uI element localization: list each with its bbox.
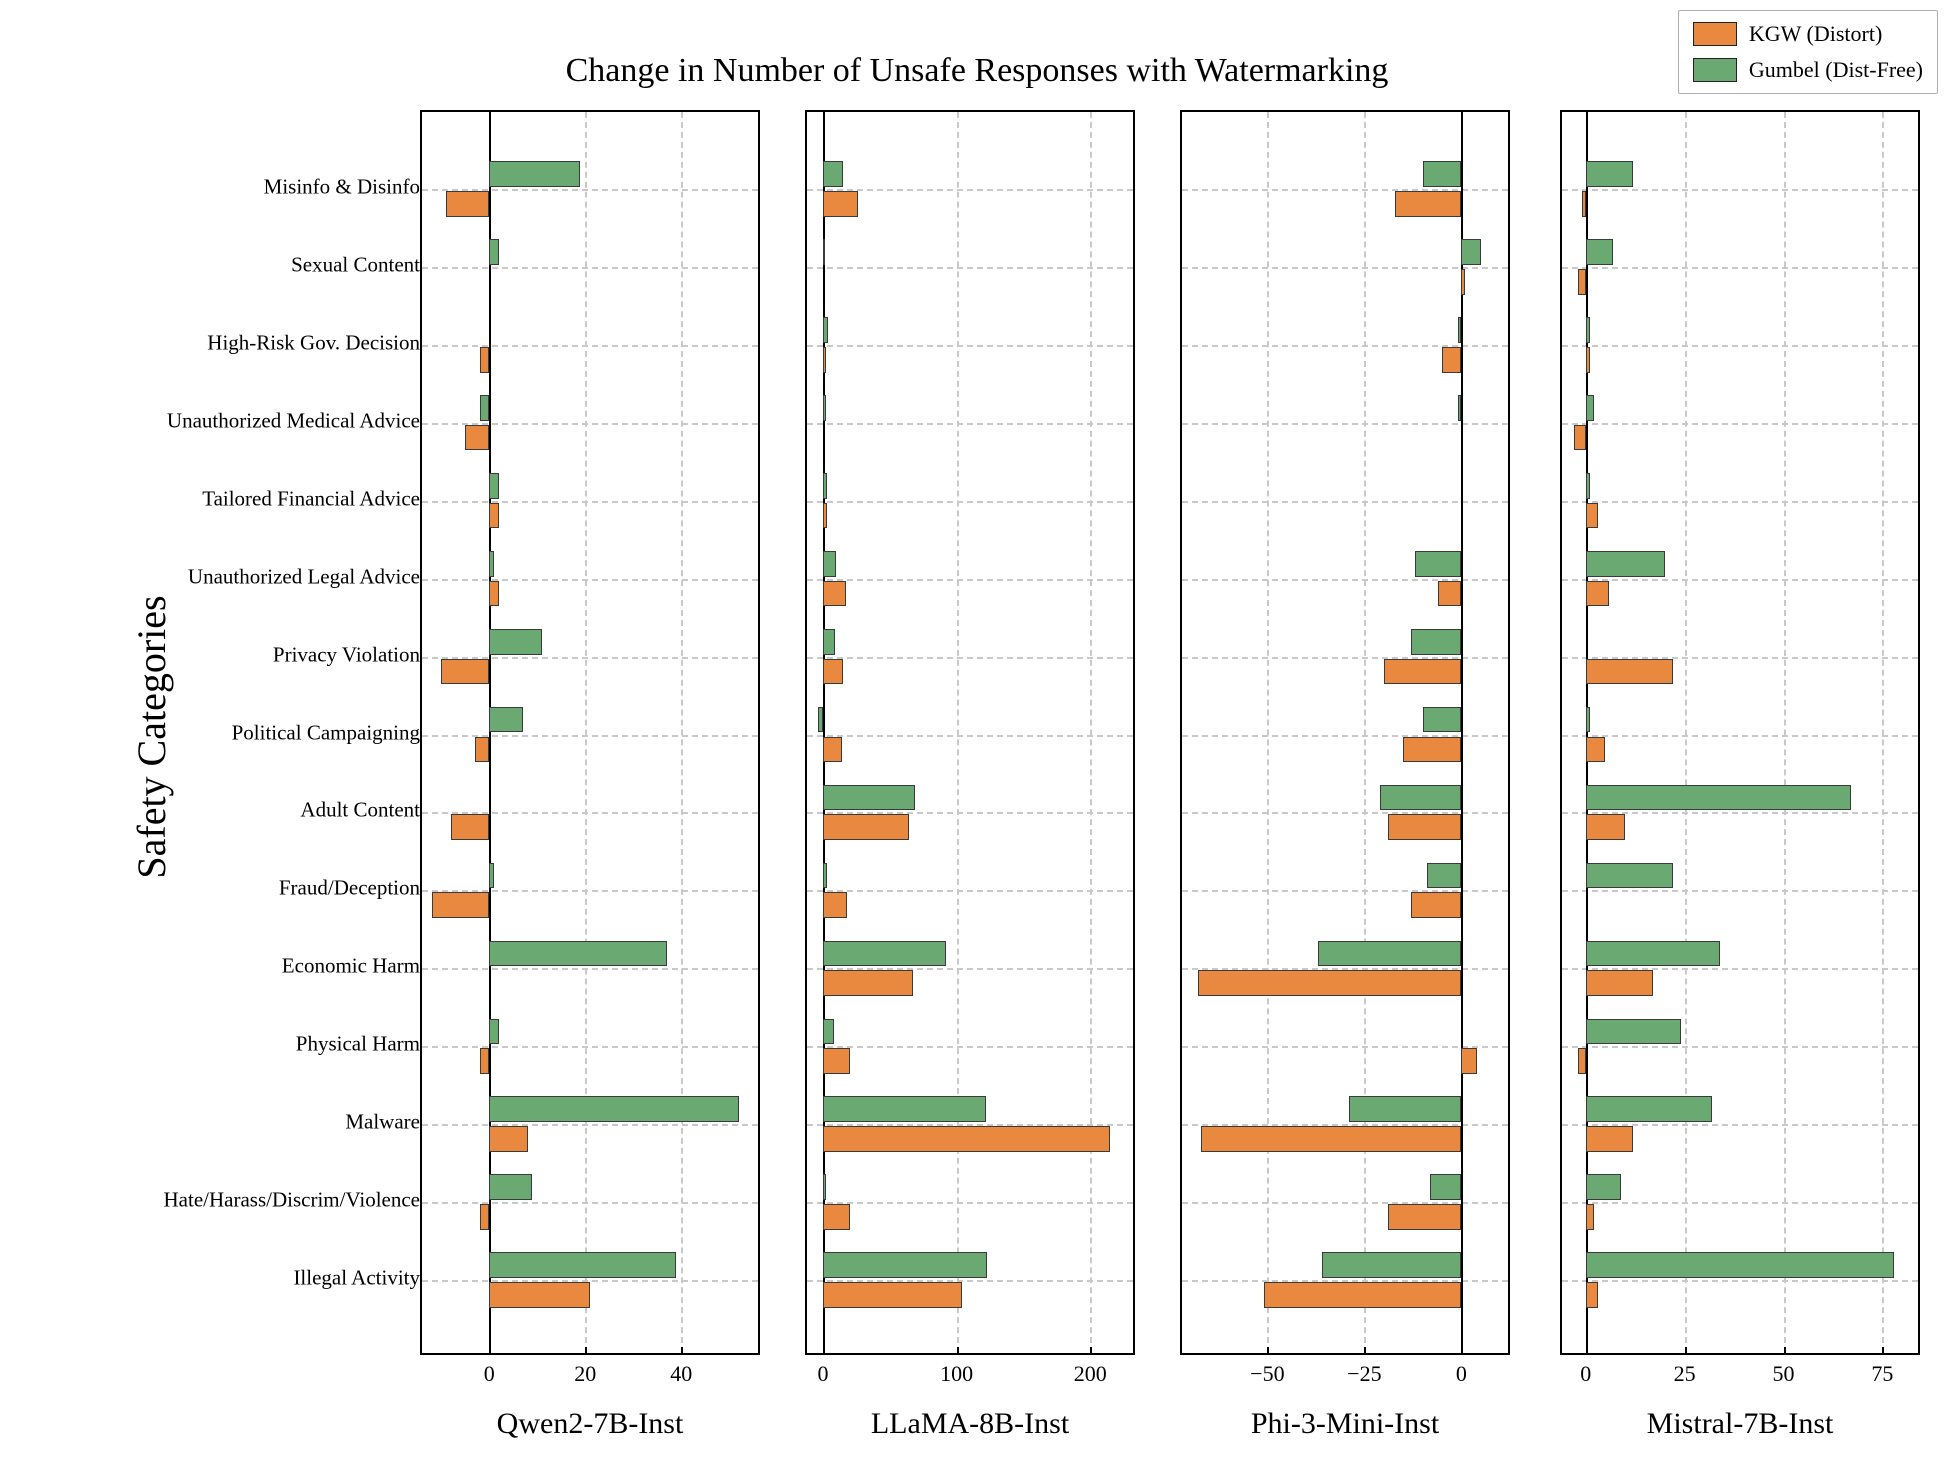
tick-mark <box>1586 1347 1588 1355</box>
bar <box>1582 191 1586 217</box>
x-tick-label: 25 <box>1673 1361 1696 1386</box>
bar <box>1586 785 1851 811</box>
category-label: Economic Harm <box>281 953 420 978</box>
bar <box>1574 425 1586 451</box>
zero-line <box>1586 112 1588 1353</box>
gridline-horizontal <box>422 1046 758 1048</box>
gridline-vertical <box>1364 112 1366 1353</box>
gridline-horizontal <box>422 735 758 737</box>
category-label: Unauthorized Legal Advice <box>187 564 420 589</box>
bar <box>823 941 946 967</box>
bar <box>489 941 667 967</box>
bar <box>1423 707 1462 733</box>
bar <box>1586 395 1594 421</box>
bar <box>1586 1252 1895 1278</box>
category-label: Misinfo & Disinfo <box>263 174 420 199</box>
bar <box>823 970 913 996</box>
bar <box>1430 1174 1461 1200</box>
bar <box>1461 239 1480 265</box>
bar <box>1411 892 1461 918</box>
gridline-horizontal <box>807 1202 1133 1204</box>
x-tick-label: 200 <box>1073 1361 1107 1386</box>
gridline-vertical <box>1267 112 1269 1353</box>
gridline-horizontal <box>422 501 758 503</box>
bar <box>480 1048 490 1074</box>
x-tick-label: 0 <box>817 1361 829 1386</box>
bar <box>1423 161 1462 187</box>
bar <box>1388 814 1462 840</box>
gridline-horizontal <box>1562 345 1918 347</box>
gridline-horizontal <box>807 423 1133 425</box>
bar <box>1586 347 1590 373</box>
x-tick-label: 0 <box>1455 1361 1467 1386</box>
bar <box>823 395 826 421</box>
bar <box>823 1252 987 1278</box>
bar <box>1586 941 1720 967</box>
bar <box>1586 1174 1622 1200</box>
tick-mark <box>1090 1347 1092 1355</box>
bar <box>446 191 489 217</box>
bar <box>489 1252 676 1278</box>
bar <box>1438 581 1461 607</box>
bar <box>1442 347 1461 373</box>
gridline-horizontal <box>422 968 758 970</box>
bar <box>1415 551 1462 577</box>
bar <box>432 892 490 918</box>
bar <box>480 395 490 421</box>
category-labels <box>120 110 420 1360</box>
gridline-horizontal <box>1562 1202 1918 1204</box>
bar <box>1586 503 1598 529</box>
x-tick-label: 75 <box>1871 1361 1894 1386</box>
bar <box>823 892 847 918</box>
bar <box>1586 161 1633 187</box>
bar <box>1380 785 1462 811</box>
bar <box>823 161 843 187</box>
gridline-vertical <box>957 112 959 1353</box>
bar <box>1586 581 1610 607</box>
tick-mark <box>823 1347 825 1355</box>
bar <box>818 707 823 733</box>
bar <box>1395 191 1461 217</box>
bar <box>1264 1282 1462 1308</box>
gridline-horizontal <box>807 579 1133 581</box>
bar <box>489 1126 527 1152</box>
bar <box>1586 1126 1633 1152</box>
gridline-horizontal <box>1182 1046 1508 1048</box>
bar <box>823 503 827 529</box>
bar <box>1586 473 1590 499</box>
panel-caption: Qwen2-7B-Inst <box>496 1407 684 1440</box>
category-label: Political Campaigning <box>231 720 420 744</box>
bar <box>1586 1204 1594 1230</box>
bar <box>823 1048 850 1074</box>
bar <box>1586 551 1665 577</box>
gridline-horizontal <box>807 345 1133 347</box>
category-label: High-Risk Gov. Decision <box>207 330 420 355</box>
bar <box>489 1019 499 1045</box>
bar <box>823 785 915 811</box>
legend <box>1678 10 1938 94</box>
bar <box>480 347 490 373</box>
tick-mark <box>1461 1347 1463 1355</box>
bar <box>1586 1282 1598 1308</box>
panel-caption: Phi-3-Mini-Inst <box>1250 1407 1440 1440</box>
bar <box>1322 1252 1462 1278</box>
gridline-horizontal <box>807 267 1133 269</box>
x-axis-ticks <box>1180 1355 1510 1395</box>
x-tick-label: 100 <box>940 1361 974 1386</box>
category-label: Sexual Content <box>291 252 420 277</box>
legend-label-gumbel: Gumbel (Dist-Free) <box>1748 57 1923 82</box>
bar <box>823 1019 834 1045</box>
bar <box>480 1204 490 1230</box>
gridline-horizontal <box>1562 579 1918 581</box>
bar <box>1586 707 1590 733</box>
bar <box>823 239 825 265</box>
tick-mark <box>1685 1347 1687 1355</box>
gridline-horizontal <box>1182 501 1508 503</box>
legend-swatch-gumbel <box>1693 58 1737 82</box>
panel-llama-8b-inst <box>805 110 1135 1355</box>
bar <box>1411 629 1461 655</box>
tick-mark <box>1882 1347 1884 1355</box>
category-label: Physical Harm <box>295 1031 420 1056</box>
panel-mistral-7b-inst <box>1560 110 1920 1355</box>
x-tick-label: −25 <box>1347 1361 1382 1386</box>
x-tick-label: 50 <box>1772 1361 1795 1386</box>
gridline-vertical <box>1784 112 1786 1353</box>
bar <box>1586 863 1673 889</box>
bar <box>489 1096 739 1122</box>
gridline-vertical <box>1685 112 1687 1353</box>
zero-line <box>823 112 825 1353</box>
bar <box>823 347 826 373</box>
gridline-horizontal <box>422 345 758 347</box>
bar <box>823 737 842 763</box>
gridline-horizontal <box>1562 267 1918 269</box>
x-axis-ticks <box>1560 1355 1920 1395</box>
bar <box>823 473 827 499</box>
bar <box>1586 239 1614 265</box>
bar <box>1403 737 1461 763</box>
gridline-horizontal <box>1562 189 1918 191</box>
gridline-horizontal <box>1562 735 1918 737</box>
panel-qwen2-7b-inst <box>420 110 760 1355</box>
gridline-horizontal <box>1562 1280 1918 1282</box>
bar <box>489 551 494 577</box>
legend-item-gumbel <box>1693 57 1923 83</box>
bar <box>1461 269 1465 295</box>
legend-label-kgw: KGW (Distort) <box>1748 21 1883 46</box>
gridline-horizontal <box>422 267 758 269</box>
gridline-horizontal <box>807 890 1133 892</box>
gridline-horizontal <box>807 1046 1133 1048</box>
bar <box>1427 863 1462 889</box>
bar <box>1586 814 1626 840</box>
gridline-horizontal <box>1562 501 1918 503</box>
bar <box>465 425 489 451</box>
bar <box>823 659 843 685</box>
zero-line <box>489 112 491 1353</box>
bar <box>489 473 499 499</box>
bar <box>823 1282 962 1308</box>
legend-swatch-kgw <box>1693 22 1737 46</box>
bar <box>823 551 836 577</box>
bar <box>823 191 858 217</box>
bar <box>823 1174 826 1200</box>
gridline-vertical <box>585 112 587 1353</box>
category-label: Unauthorized Medical Advice <box>166 408 420 433</box>
bar <box>1318 941 1462 967</box>
bar <box>823 863 827 889</box>
bar <box>1578 269 1586 295</box>
category-label: Tailored Financial Advice <box>202 486 420 511</box>
gridline-horizontal <box>422 1124 758 1126</box>
bar <box>1458 395 1462 421</box>
bar <box>1586 317 1590 343</box>
gridline-horizontal <box>807 735 1133 737</box>
bar <box>823 581 846 607</box>
tick-mark <box>585 1347 587 1355</box>
gridline-horizontal <box>422 1202 758 1204</box>
bar <box>1586 737 1606 763</box>
bar <box>489 503 499 529</box>
bar <box>475 737 489 763</box>
bar <box>1586 1019 1681 1045</box>
bar <box>1349 1096 1462 1122</box>
tick-mark <box>1364 1347 1366 1355</box>
gridline-horizontal <box>807 501 1133 503</box>
bar <box>489 707 523 733</box>
bar <box>1586 1096 1713 1122</box>
bar <box>489 161 580 187</box>
bar <box>1201 1126 1461 1152</box>
gridline-horizontal <box>807 657 1133 659</box>
panel-caption: LLaMA-8B-Inst <box>870 1407 1070 1440</box>
gridline-vertical <box>681 112 683 1353</box>
bar <box>451 814 489 840</box>
category-label: Privacy Violation <box>272 642 420 667</box>
bar <box>1198 970 1462 996</box>
bar <box>1578 1048 1586 1074</box>
bar <box>823 629 835 655</box>
bar <box>489 239 499 265</box>
bar <box>1388 1204 1462 1230</box>
gridline-horizontal <box>1562 423 1918 425</box>
x-tick-label: 20 <box>574 1361 597 1386</box>
category-label: Adult Content <box>300 797 420 822</box>
tick-mark <box>681 1347 683 1355</box>
bar <box>1384 659 1462 685</box>
x-tick-label: −50 <box>1250 1361 1285 1386</box>
gridline-horizontal <box>422 579 758 581</box>
gridline-vertical <box>1882 112 1884 1353</box>
bar <box>823 814 909 840</box>
bar <box>823 1126 1110 1152</box>
panel-caption: Mistral-7B-Inst <box>1646 1407 1834 1440</box>
tick-mark <box>1784 1347 1786 1355</box>
bar <box>1461 1048 1477 1074</box>
legend-item-kgw <box>1693 21 1923 47</box>
bar <box>489 1282 590 1308</box>
category-label: Fraud/Deception <box>278 875 420 900</box>
x-axis-ticks <box>420 1355 760 1395</box>
panel-phi-3-mini-inst <box>1180 110 1510 1355</box>
gridline-horizontal <box>1182 267 1508 269</box>
category-label: Illegal Activity <box>293 1265 420 1290</box>
y-axis-label: Safety Categories <box>129 595 175 879</box>
bar <box>489 863 494 889</box>
gridline-horizontal <box>422 1280 758 1282</box>
bar <box>1586 970 1653 996</box>
chart-title: Change in Number of Unsafe Responses with Watermarking <box>565 52 1389 89</box>
bar <box>1586 659 1673 685</box>
bar <box>823 1096 986 1122</box>
gridline-vertical <box>1090 112 1092 1353</box>
x-tick-label: 0 <box>1580 1361 1592 1386</box>
bar <box>489 629 542 655</box>
gridline-horizontal <box>1562 1046 1918 1048</box>
bar <box>489 581 499 607</box>
bar <box>823 1204 850 1230</box>
category-label: Hate/Harass/Discrim/Violence <box>163 1187 420 1212</box>
tick-mark <box>957 1347 959 1355</box>
tick-mark <box>1267 1347 1269 1355</box>
zero-line <box>1461 112 1463 1353</box>
gridline-horizontal <box>1562 890 1918 892</box>
x-tick-label: 0 <box>483 1361 495 1386</box>
bar <box>823 317 828 343</box>
category-label: Malware <box>345 1109 420 1134</box>
tick-mark <box>489 1347 491 1355</box>
bar <box>441 659 489 685</box>
x-axis-ticks <box>805 1355 1135 1395</box>
bar <box>489 1174 532 1200</box>
gridline-horizontal <box>1182 423 1508 425</box>
x-tick-label: 40 <box>670 1361 693 1386</box>
bar <box>1458 317 1462 343</box>
